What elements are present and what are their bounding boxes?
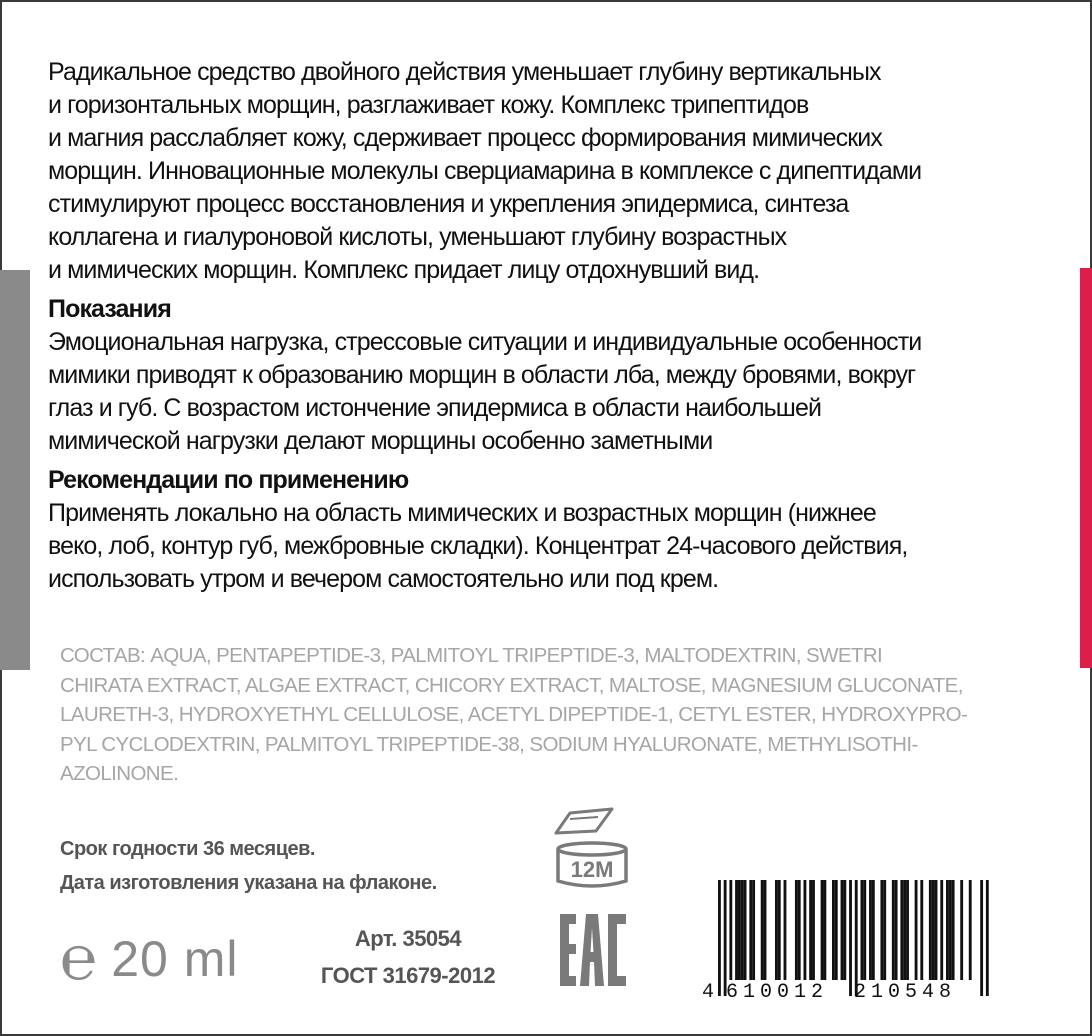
indications-line: Эмоциональная нагрузка, стрессовые ситуации и индивидуальные особенности	[48, 328, 922, 356]
barcode-guard-bar	[849, 880, 852, 996]
description-line: и мимических морщин. Комплекс придает лицу отдохнувший вид.	[48, 256, 760, 284]
barcode-bars	[718, 880, 989, 996]
barcode-bar	[835, 880, 838, 980]
left-gray-stripe	[0, 270, 30, 670]
description-line: и магния расслабляет кожу, сдерживает процесс формирования мимических	[48, 124, 882, 152]
barcode-bar	[906, 880, 909, 980]
barcode-bar	[869, 880, 872, 980]
barcode-bar	[752, 880, 755, 980]
usage-heading: Рекомендации по применению	[48, 466, 409, 494]
barcode-bar	[960, 880, 963, 980]
usage-line: использовать утром и вечером самостоятельно или под крем.	[48, 565, 719, 593]
barcode-digit-first: 4	[702, 981, 715, 1000]
barcode-guard-bar	[718, 880, 721, 996]
barcode-bar	[872, 880, 875, 980]
barcode-bar	[735, 880, 738, 980]
main-text	[48, 56, 1063, 596]
usage-line: Применять локально на область мимических и возрастных морщин (нижнее	[48, 499, 876, 527]
usage-line: веко, лоб, контур губ, межбровные складки). Концентрат 24-часового действия,	[48, 532, 908, 560]
barcode-bar	[832, 880, 835, 980]
barcode-bar	[738, 880, 741, 980]
barcode-bar	[823, 880, 826, 980]
barcode-bar	[841, 880, 844, 980]
barcode-bar	[744, 880, 747, 980]
barcode	[700, 876, 992, 1000]
indications-line: глаз и губ. С возрастом истончение эпидермиса в области наибольшей	[48, 394, 822, 422]
barcode-guard-bar	[986, 880, 989, 996]
description-line: стимулируют процесс восстановления и укрепления эпидермиса, синтеза	[48, 190, 849, 218]
barcode-bar	[804, 880, 807, 980]
barcode-bar	[798, 880, 801, 980]
barcode-bar	[764, 880, 767, 980]
description-paragraph	[48, 56, 1063, 287]
barcode-bar	[861, 880, 864, 980]
barcode-bar	[880, 880, 883, 980]
barcode-bar	[729, 880, 732, 980]
barcode-bar	[940, 880, 943, 980]
barcode-bar	[932, 880, 935, 980]
composition-line: PYL CYCLODEXTRIN, PALMITOYL TRIPEPTIDE-38, SODIUM HYALURONATE, METHYLISOTHI-	[60, 732, 918, 756]
composition-line: LAURETH-3, HYDROXYETHYL CELLULOSE, ACETYL DIPEPTIDE-1, CETYL ESTER, HYDROXYPRO-	[60, 703, 968, 726]
barcode-bar	[863, 880, 866, 980]
barcode-bar	[778, 880, 781, 980]
volume-block	[60, 924, 239, 993]
composition-line: CHIRATA EXTRACT, ALGAE EXTRACT, CHICORY EXTRACT, MALTOSE, MAGNESIUM GLUCONATE,	[60, 673, 963, 697]
barcode-bar	[784, 880, 787, 980]
manufacture-date-text: Дата изготовления указана на флаконе.	[60, 872, 437, 894]
barcode-bar	[946, 880, 949, 980]
barcode-bar	[895, 880, 898, 980]
composition-line: СОСТАВ: AQUA, PENTAPEPTIDE-3, PALMITOYL TRIPEPTIDE-3, MALTODEXTRIN, SWETRI	[60, 644, 883, 667]
barcode-guard-bar	[855, 880, 858, 996]
indications-line: мимической нагрузки делают морщины особенно заметными	[48, 427, 713, 455]
barcode-bar	[920, 880, 923, 980]
article-block	[318, 920, 498, 994]
gost-number: ГОСТ 31679-2012	[320, 963, 496, 988]
barcode-guard-bar	[724, 880, 727, 996]
barcode-bar	[749, 880, 752, 980]
barcode-bar	[761, 880, 764, 980]
barcode-group-left: 610012	[726, 981, 829, 1000]
indications-paragraph	[48, 326, 1063, 458]
barcode-bar	[883, 880, 886, 980]
barcode-group-right: 210548	[854, 981, 957, 1000]
barcode-guard-bar	[980, 880, 983, 996]
barcode-bar	[812, 880, 815, 980]
shelf-life-text: Срок годности 36 месяцев.	[60, 838, 315, 860]
barcode-bar	[949, 880, 952, 980]
description-line: коллагена и гиалуроновой кислоты, уменьшают глубину возрастных	[48, 223, 787, 251]
eac-mark-icon	[556, 912, 628, 988]
article-number: Арт. 35054	[354, 926, 462, 951]
barcode-bar	[775, 880, 778, 980]
barcode-bar	[892, 880, 895, 980]
barcode-bar	[952, 880, 955, 980]
barcode-bar	[795, 880, 798, 980]
shelf-life-block	[60, 832, 437, 900]
barcode-bar	[741, 880, 744, 980]
composition-block	[60, 641, 1020, 789]
usage-paragraph	[48, 497, 1063, 596]
indications-line: мимики приводят к образованию морщин в области лба, между бровями, вокруг	[48, 361, 916, 389]
barcode-bar	[915, 880, 918, 980]
description-line: и горизонтальных морщин, разглаживает кожу. Комплекс трипептидов	[48, 91, 809, 119]
open-jar-icon	[550, 805, 630, 890]
barcode-bar	[969, 880, 972, 980]
barcode-bar	[929, 880, 932, 980]
barcode-bar	[843, 880, 846, 980]
indications-heading: Показания	[48, 295, 171, 323]
composition-line: AZOLINONE.	[60, 762, 179, 785]
volume-text: 20 ml	[111, 931, 239, 987]
estimated-sign-icon: ℮	[60, 924, 98, 993]
barcode-bar	[903, 880, 906, 980]
barcode-bar	[809, 880, 812, 980]
description-line: Радикальное средство двойного действия уменьшает глубину вертикальных	[48, 58, 881, 86]
barcode-bar	[900, 880, 903, 980]
description-line: морщин. Инновационные молекулы сверциамарина в комплексе с дипептидами	[48, 157, 922, 185]
barcode-bar	[935, 880, 938, 980]
pao-label: 12M	[570, 857, 614, 882]
barcode-bar	[821, 880, 824, 980]
right-red-stripe	[1080, 268, 1092, 668]
